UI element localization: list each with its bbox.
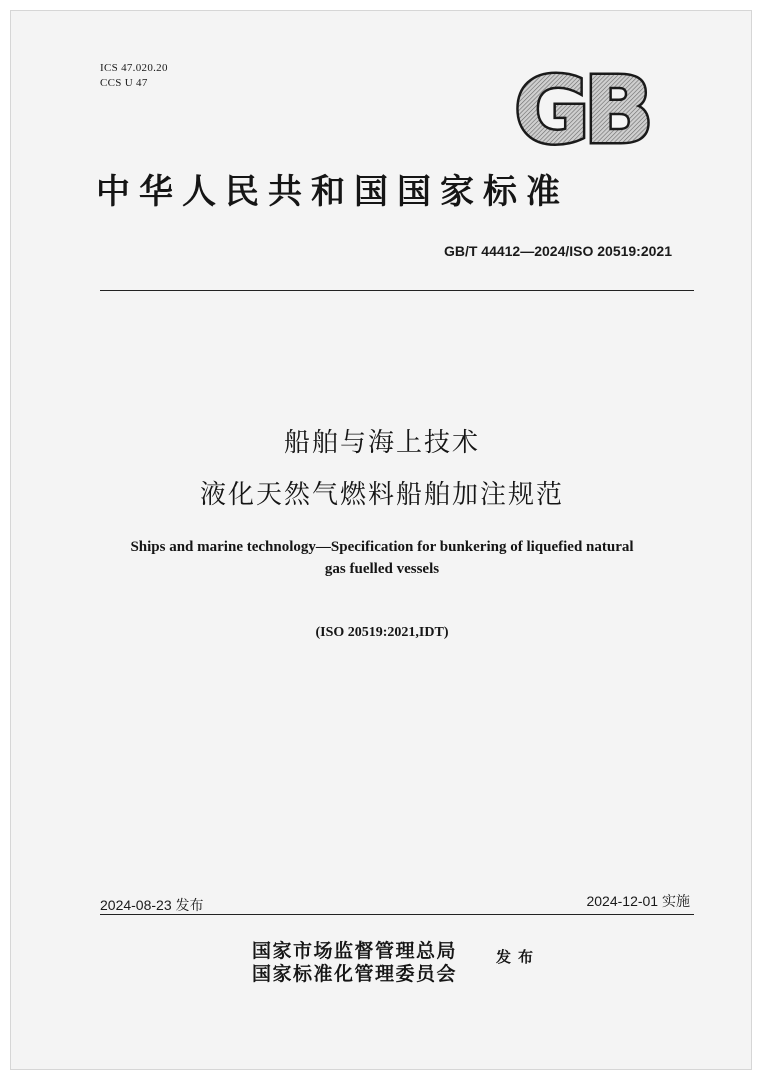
title-en-line1: Ships and marine technology—Specification for bunkering of liquefied natural — [130, 539, 634, 555]
main-title: 中华人民共和国国家标准 — [96, 172, 569, 212]
gb-logo-text: GB — [514, 70, 648, 150]
issuer-sac: 国家标准化管理委员会 — [252, 963, 458, 985]
bottom-divider — [100, 914, 694, 915]
gb-logo — [508, 70, 654, 150]
publish-label: 发布 — [496, 948, 541, 966]
top-divider — [100, 290, 694, 291]
title-en-line2: gas fuelled vessels — [324, 561, 440, 577]
standard-number: GB/T 44412—2024/ISO 20519:2021 — [443, 243, 672, 259]
issue-date: 2024-08-23 发布 — [100, 897, 204, 913]
iso-equivalence: (ISO 20519:2021,IDT) — [315, 625, 449, 640]
implementation-date: 2024-12-01 实施 — [586, 893, 690, 909]
issuer-samr: 国家市场监督管理总局 — [252, 940, 458, 962]
title-cn-line1: 船舶与海上技术 — [283, 428, 480, 458]
ics-code: ICS 47.020.20 — [100, 62, 168, 74]
ccs-code: CCS U 47 — [100, 77, 148, 89]
title-cn-line2: 液化天然气燃料船舶加注规范 — [199, 480, 564, 510]
